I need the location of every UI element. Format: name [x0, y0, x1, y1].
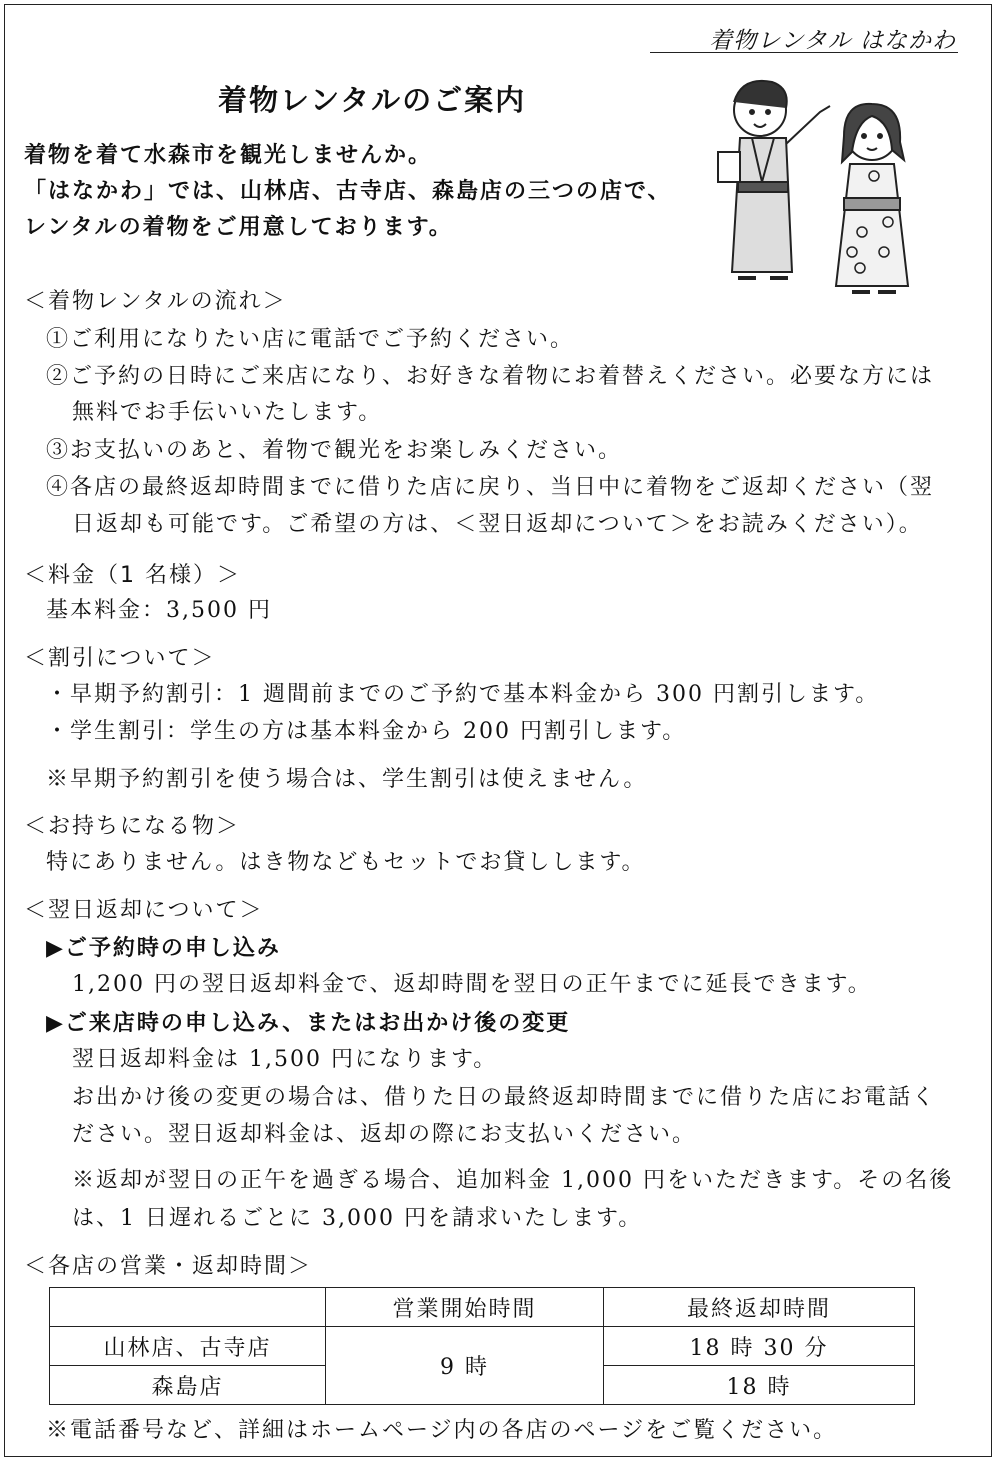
intro-line-3: レンタルの着物をご用意しております。	[24, 214, 453, 240]
store-name: 森島店	[50, 1366, 326, 1405]
flow-step-4: ④各店の最終返却時間までに借りた店に戻り、当日中に着物をご返却ください（翌	[46, 475, 935, 500]
nextday-sub1: ▶ご予約時の申し込み	[46, 935, 281, 961]
discount-student: ・学生割引：学生の方は基本料金から 200 円割引します。	[46, 719, 687, 744]
flow-step-1: ①ご利用になりたい店に電話でご予約ください。	[46, 327, 575, 352]
table-header-row	[50, 1288, 915, 1327]
flow-step-2-cont: 無料でお手伝いいたします。	[72, 400, 383, 425]
price-base: 基本料金：3,500 円	[46, 598, 272, 623]
table-row	[50, 1327, 915, 1366]
flow-step-4-cont: 日返却も可能です。ご希望の方は、＜翌日返却について＞をお読みください）。	[72, 512, 923, 537]
header-underline	[650, 52, 958, 53]
discount-heading: ＜割引について＞	[24, 646, 216, 671]
footer-note: ※電話番号など、詳細はホームページ内の各店のページをご覧ください。	[46, 1418, 838, 1443]
page-title: 着物レンタルのご案内	[218, 83, 527, 117]
return-time: 18 時	[604, 1366, 915, 1405]
table-header-return: 最終返却時間	[604, 1288, 915, 1327]
nextday-sub2-line-2: お出かけ後の変更の場合は、借りた日の最終返却時間までに借りた店にお電話く	[72, 1085, 937, 1110]
hours-table	[49, 1287, 915, 1405]
open-time: 9 時	[326, 1327, 604, 1405]
flow-step-2: ②ご予約の日時にご来店になり、お好きな着物にお着替えください。必要な方には	[46, 364, 935, 389]
table-header-open: 営業開始時間	[326, 1288, 604, 1327]
nextday-note-line-1: ※返却が翌日の正午を過ぎる場合、追加料金 1,000 円をいただきます。その名後	[72, 1168, 954, 1193]
intro-line-1: 着物を着て水森市を観光しませんか。	[24, 142, 433, 168]
discount-note: ※早期予約割引を使う場合は、学生割引は使えません。	[46, 767, 648, 792]
brand-header: 着物レンタル はなかわ	[709, 28, 956, 54]
bring-heading: ＜お持ちになる物＞	[24, 814, 241, 839]
table-header-empty	[50, 1288, 326, 1327]
flow-step-3: ③お支払いのあと、着物で観光をお楽しみください。	[46, 438, 623, 463]
nextday-sub2-line-3: ださい。翌日返却料金は、返却の際にお支払いください。	[72, 1122, 697, 1147]
nextday-sub1-line: 1,200 円の翌日返却料金で、返却時間を翌日の正午までに延長できます。	[72, 972, 872, 997]
return-time: 18 時 30 分	[604, 1327, 915, 1366]
nextday-note-line-2: は、1 日遅れるごとに 3,000 円を請求いたします。	[72, 1206, 643, 1231]
discount-early: ・早期予約割引：1 週間前までのご予約で基本料金から 300 円割引します。	[46, 682, 880, 707]
flow-heading: ＜着物レンタルの流れ＞	[24, 289, 287, 314]
kimono-couple-illustration	[712, 72, 982, 312]
nextday-heading: ＜翌日返却について＞	[24, 898, 264, 923]
nextday-sub2: ▶ご来店時の申し込み、またはお出かけ後の変更	[46, 1010, 571, 1036]
store-name: 山林店、古寺店	[50, 1327, 326, 1366]
intro-line-2: 「はなかわ」では、山林店、古寺店、森島店の三つの店で、	[24, 178, 672, 204]
nextday-sub2-line-1: 翌日返却料金は 1,500 円になります。	[72, 1047, 498, 1072]
bring-line: 特にありません。はき物などもセットでお貸しします。	[46, 850, 646, 875]
price-heading: ＜料金（1 名様）＞	[24, 563, 241, 588]
hours-heading: ＜各店の営業・返却時間＞	[24, 1254, 313, 1279]
